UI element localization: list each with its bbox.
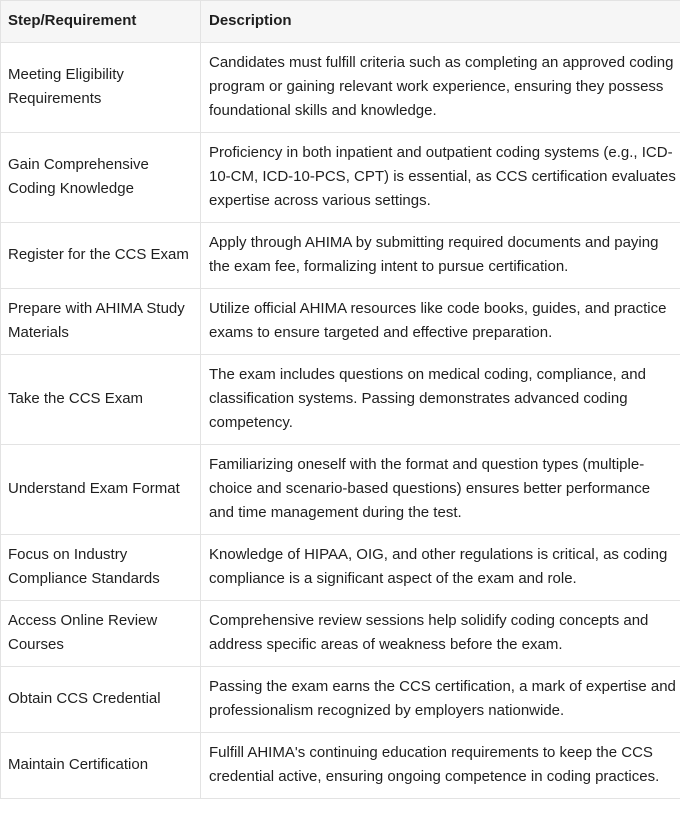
table-header-row	[1, 1, 680, 43]
column-header-step: Step/Requirement	[1, 1, 201, 43]
table-row	[1, 133, 680, 223]
description-cell: Passing the exam earns the CCS certification, a mark of expertise and professionalism recognized by employers nationwide.	[201, 667, 680, 733]
step-cell: Meeting Eligibility Requirements	[1, 43, 201, 133]
description-cell: The exam includes questions on medical coding, compliance, and classification systems. Passing demonstrates advanced coding competency.	[201, 355, 680, 445]
step-cell: Prepare with AHIMA Study Materials	[1, 289, 201, 355]
table-row	[1, 733, 680, 799]
description-cell: Familiarizing oneself with the format and question types (multiple-choice and scenario-based questions) ensures better performance and time management during the test.	[201, 445, 680, 535]
description-cell: Candidates must fulfill criteria such as completing an approved coding program or gaining relevant work experience, ensuring they possess foundational skills and knowledge.	[201, 43, 680, 133]
table-row	[1, 289, 680, 355]
table-row	[1, 601, 680, 667]
table-row	[1, 667, 680, 733]
description-cell: Knowledge of HIPAA, OIG, and other regulations is critical, as coding compliance is a significant aspect of the exam and role.	[201, 535, 680, 601]
step-cell: Focus on Industry Compliance Standards	[1, 535, 201, 601]
description-cell: Comprehensive review sessions help solidify coding concepts and address specific areas of weakness before the exam.	[201, 601, 680, 667]
step-cell: Obtain CCS Credential	[1, 667, 201, 733]
description-cell: Utilize official AHIMA resources like code books, guides, and practice exams to ensure targeted and effective preparation.	[201, 289, 680, 355]
table-row	[1, 445, 680, 535]
table-row	[1, 43, 680, 133]
column-header-description: Description	[201, 1, 680, 43]
table-row	[1, 535, 680, 601]
description-cell: Fulfill AHIMA's continuing education requirements to keep the CCS credential active, ensuring ongoing competence in coding practices.	[201, 733, 680, 799]
description-cell: Apply through AHIMA by submitting required documents and paying the exam fee, formalizing intent to pursue certification.	[201, 223, 680, 289]
description-cell: Proficiency in both inpatient and outpatient coding systems (e.g., ICD-10-CM, ICD-10-PCS, CPT) is essential, as CCS certification evaluates expertise across various settings.	[201, 133, 680, 223]
step-cell: Understand Exam Format	[1, 445, 201, 535]
step-cell: Take the CCS Exam	[1, 355, 201, 445]
step-cell: Register for the CCS Exam	[1, 223, 201, 289]
table-row	[1, 223, 680, 289]
step-cell: Maintain Certification	[1, 733, 201, 799]
table-row	[1, 355, 680, 445]
step-cell: Access Online Review Courses	[1, 601, 201, 667]
step-cell: Gain Comprehensive Coding Knowledge	[1, 133, 201, 223]
